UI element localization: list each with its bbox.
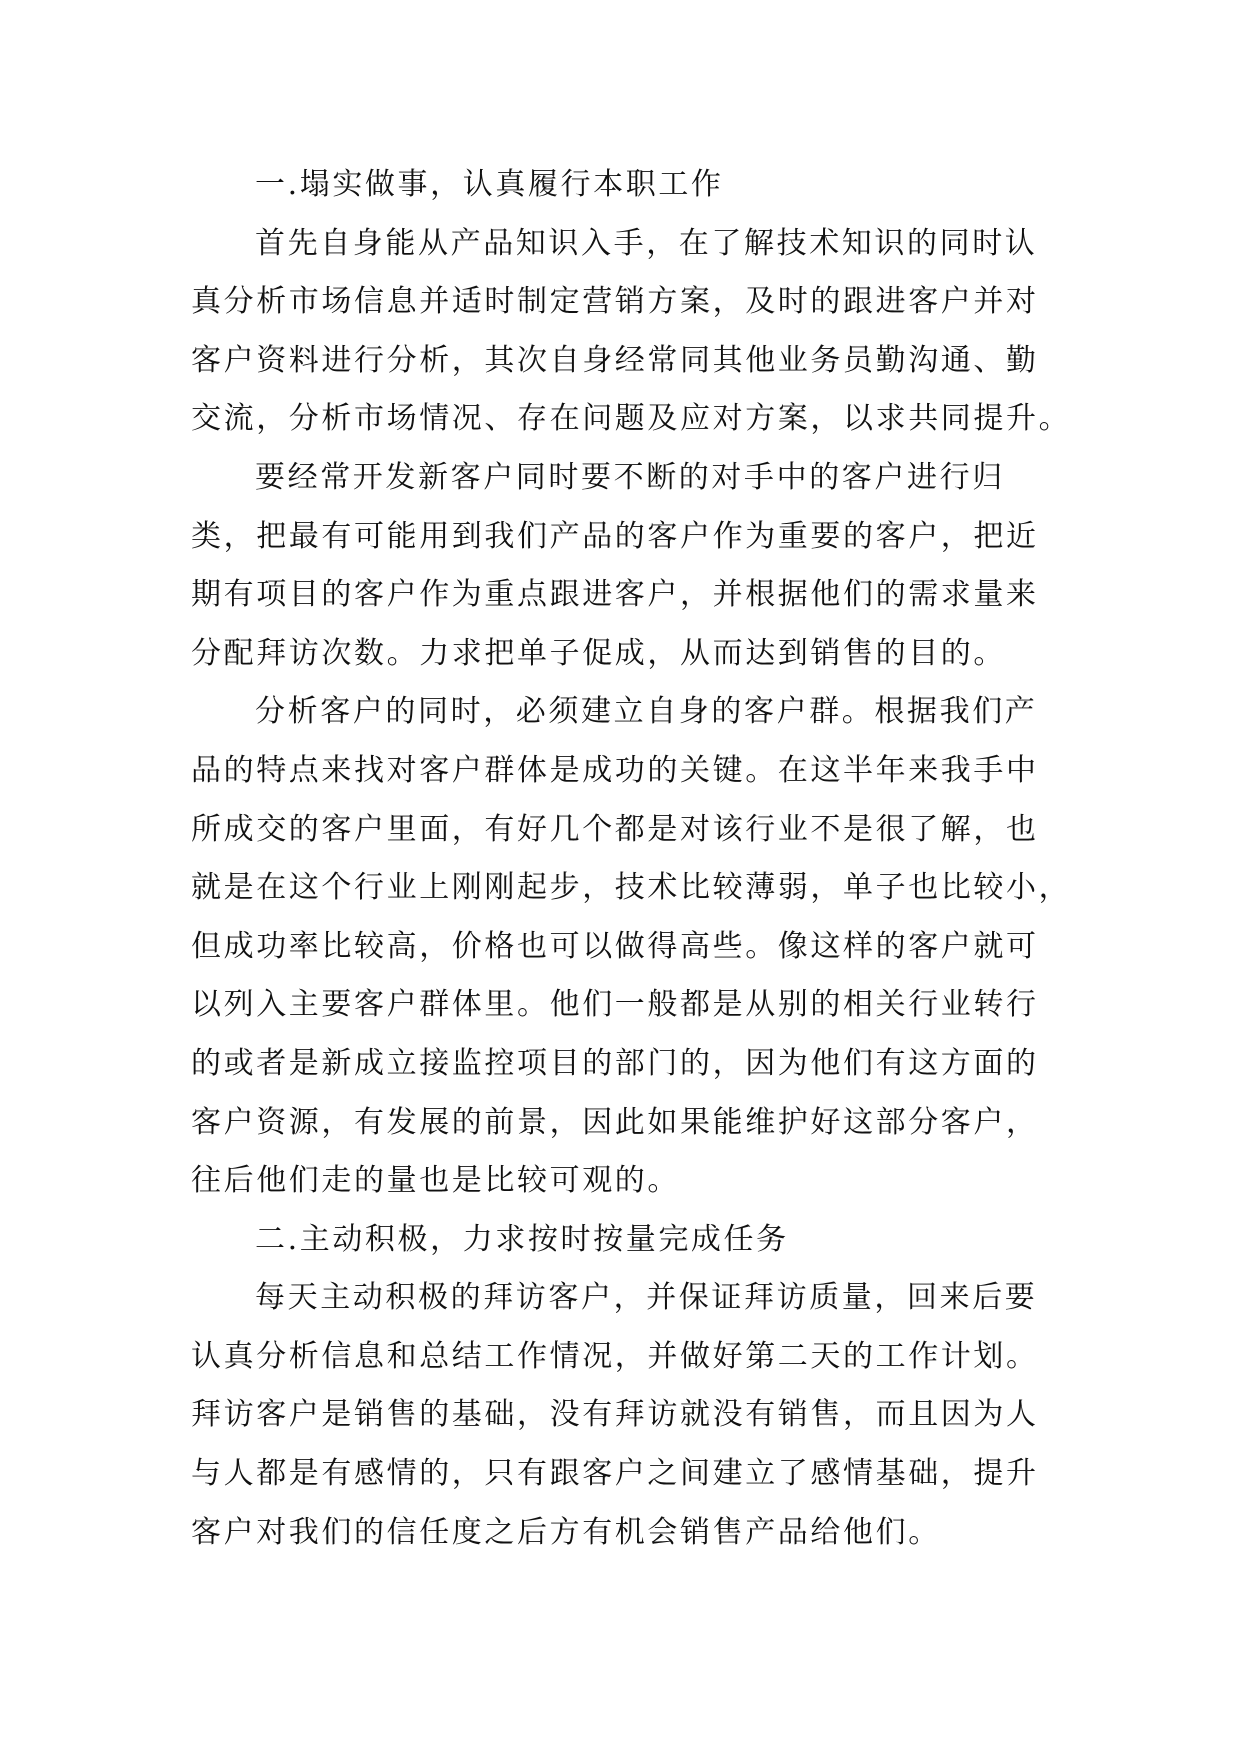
- section-heading-1: 一.塌实做事，认真履行本职工作: [255, 167, 724, 202]
- paragraph-line: 拜访客户是销售的基础，没有拜访就没有销售，而且因为人: [191, 1397, 1039, 1433]
- paragraph-line: 首先自身能从产品知识入手，在了解技术知识的同时认: [255, 225, 1038, 261]
- paragraph-line: 认真分析信息和总结工作情况，并做好第二天的工作计划。: [191, 1338, 1039, 1374]
- paragraph-line: 真分析市场信息并适时制定营销方案，及时的跟进客户并对: [191, 284, 1039, 320]
- paragraph-line: 就是在这个行业上刚刚起步，技术比较薄弱，单子也比较小，: [191, 870, 1072, 906]
- section-heading-2: 二.主动积极，力求按时按量完成任务: [255, 1221, 789, 1257]
- paragraph-line: 期有项目的客户作为重点跟进客户，并根据他们的需求量来: [191, 577, 1039, 613]
- paragraph-line: 客户资料进行分析，其次自身经常同其他业务员勤沟通、勤: [191, 342, 1039, 378]
- paragraph-line: 每天主动积极的拜访客户，并保证拜访质量，回来后要: [255, 1280, 1038, 1316]
- paragraph-line: 以列入主要客户群体里。他们一般都是从别的相关行业转行: [191, 987, 1039, 1023]
- paragraph-line: 所成交的客户里面，有好几个都是对该行业不是很了解，也: [191, 811, 1039, 847]
- paragraph-line: 分析客户的同时，必须建立自身的客户群。根据我们产: [255, 694, 1038, 730]
- paragraph-line: 客户资源，有发展的前景，因此如果能维护好这部分客户，: [191, 1104, 1039, 1140]
- paragraph-line: 类，把最有可能用到我们产品的客户作为重要的客户，把近: [191, 518, 1039, 554]
- paragraph-line: 但成功率比较高，价格也可以做得高些。像这样的客户就可: [191, 928, 1039, 964]
- paragraph-line: 交流，分析市场情况、存在问题及应对方案，以求共同提升。: [191, 401, 1072, 437]
- paragraph-line: 的或者是新成立接监控项目的部门的，因为他们有这方面的: [191, 1045, 1039, 1081]
- document-body: [191, 156, 1072, 1562]
- paragraph-line: 往后他们走的量也是比较可观的。: [191, 1163, 680, 1199]
- paragraph-line: 客户对我们的信任度之后方有机会销售产品给他们。: [191, 1514, 941, 1550]
- paragraph-line: 分配拜访次数。力求把单子促成，从而达到销售的目的。: [191, 635, 1006, 671]
- paragraph-line: 品的特点来找对客户群体是成功的关键。在这半年来我手中: [191, 752, 1039, 788]
- paragraph-line: 要经常开发新客户同时要不断的对手中的客户进行归: [255, 459, 1005, 495]
- paragraph-line: 与人都是有感情的，只有跟客户之间建立了感情基础，提升: [191, 1456, 1039, 1492]
